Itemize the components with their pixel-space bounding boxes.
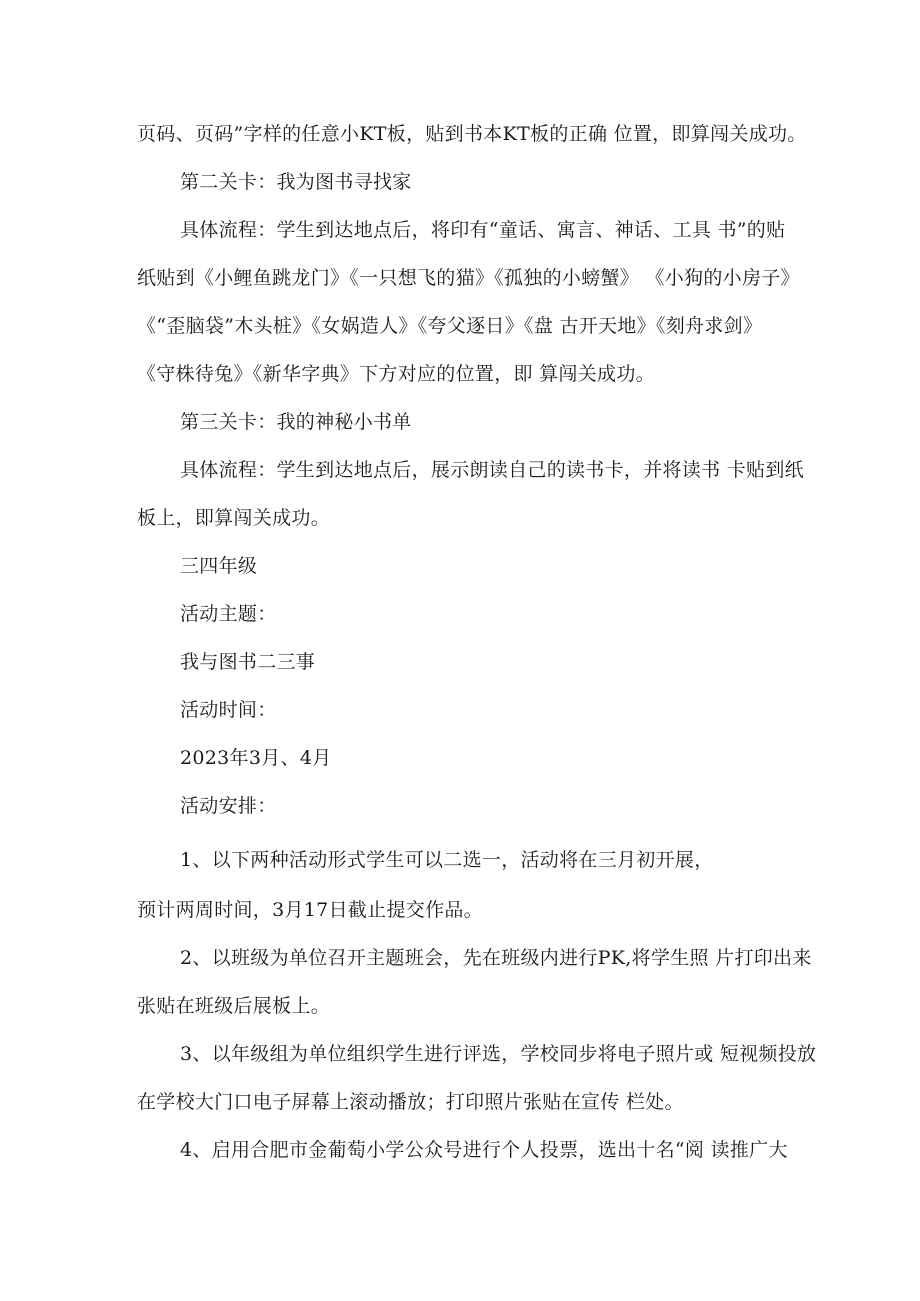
paragraph-line: 板上，即算闯关成功。	[137, 507, 331, 529]
field-value: 2023年3月、4月	[180, 747, 332, 769]
paragraph-line: 具体流程：学生到达地点后，将印有“童话、寓言、神话、工具 书”的贴	[180, 219, 786, 241]
paragraph-line: 《守株待兔》《新华字典》下方对应的位置，即 算闯关成功。	[137, 363, 655, 385]
list-item: 4、启用合肥市金葡萄小学公众号进行个人投票，选出十名“阅 读推广大	[180, 1139, 788, 1161]
paragraph-line: 纸贴到《小鲤鱼跳龙门》《一只想飞的猫》《孤独的小螃蟹》 《小狗的小房子》	[137, 267, 800, 289]
list-item-continuation: 在学校大门口电子屏幕上滚动播放；打印照片张贴在宣传 栏处。	[137, 1091, 684, 1113]
list-item: 1、以下两种活动形式学生可以二选一，活动将在三月初开展，	[180, 849, 714, 871]
list-item-continuation: 张贴在班级后展板上。	[137, 995, 331, 1017]
grade-heading: 三四年级	[180, 555, 258, 577]
list-item: 3、以年级组为单位组织学生进行评选，学校同步将电子照片或 短视频投放	[180, 1043, 817, 1065]
paragraph-line: 《“歪脑袋”木头桩》《女娲造人》《夸父逐日》《盘 古开天地》《刻舟求剑》	[137, 315, 763, 337]
section-heading: 第二关卡：我为图书寻找家	[180, 171, 412, 193]
field-label: 活动主题：	[180, 603, 277, 625]
paragraph-line: 页码、页码”字样的任意小KT板，贴到书本KT板的正确 位置，即算闯关成功。	[137, 123, 807, 145]
list-item: 2、以班级为单位召开主题班会，先在班级内进行PK,将学生照 片打印出来	[180, 947, 812, 969]
paragraph-line: 具体流程：学生到达地点后，展示朗读自己的读书卡，并将读书 卡贴到纸	[180, 459, 804, 481]
field-label: 活动时间：	[180, 699, 277, 721]
field-value: 我与图书二三事	[180, 651, 316, 673]
field-label: 活动安排：	[180, 795, 277, 817]
list-item-continuation: 预计两周时间，3月17日截止提交作品。	[137, 899, 483, 921]
section-heading: 第三关卡：我的神秘小书单	[180, 411, 412, 433]
